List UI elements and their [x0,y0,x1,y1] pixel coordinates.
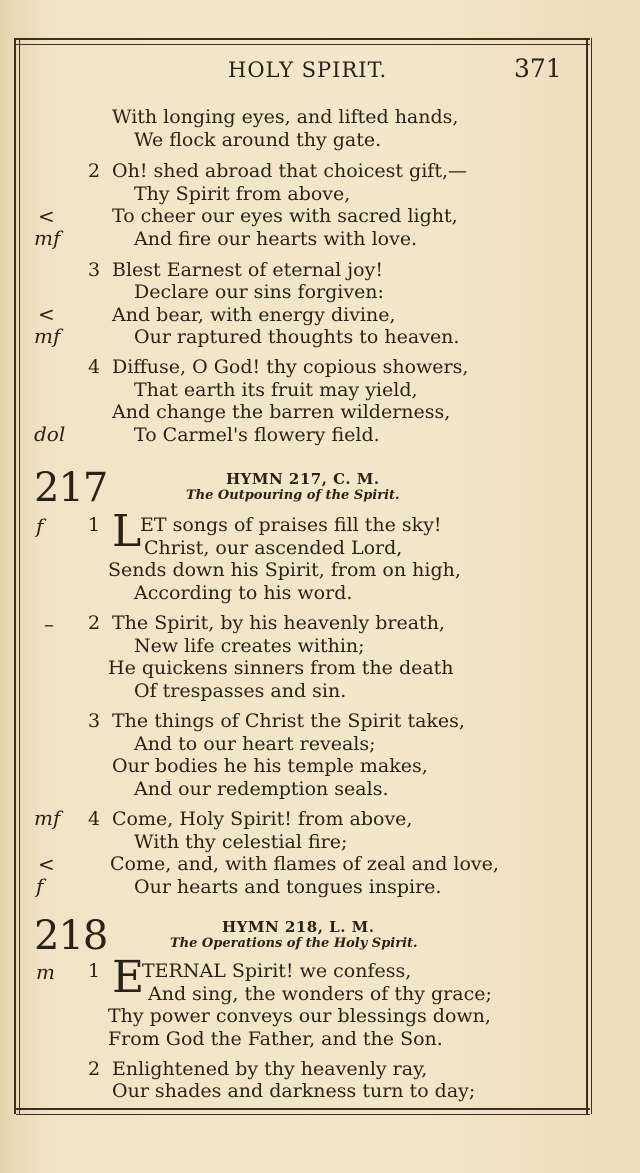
hymn-line: The Spirit, by his heavenly breath, [112,612,445,634]
hymn-line: Enlightened by thy heavenly ray, [112,1058,428,1080]
hymn-line: Thy Spirit from above, [134,183,351,205]
hymn-line: And change the barren wilderness, [112,401,451,423]
hymn-line: And sing, the wonders of thy grace; [148,983,492,1005]
hymn-line: With thy celestial fire; [134,831,348,853]
hymn-line: To cheer our eyes with sacred light, [112,205,458,227]
left-border-rule [14,38,20,1114]
crescendo-mark: < [38,204,55,228]
hymn-line: Oh! shed abroad that choicest gift,— [112,160,467,182]
verse-number: 4 [88,808,101,830]
hymn-line: And bear, with energy divine, [112,304,396,326]
verse-number: 1 [88,960,101,982]
hymn-line: And fire our hearts with love. [134,228,418,250]
hymn-line: Come, and, with flames of zeal and love, [110,853,499,875]
hymn-line: The things of Christ the Spirit takes, [112,710,465,732]
hymn-line: Come, Holy Spirit! from above, [112,808,413,830]
drop-capital: E [112,952,145,1003]
hymn-line: ET songs of praises fill the sky! [140,514,442,536]
bottom-border-rule [16,1108,590,1115]
hymn-line: Our hearts and tongues inspire. [134,876,442,898]
hymn-line: Thy power conveys our blessings down, [108,1005,491,1027]
hymn-line: Christ, our ascended Lord, [144,537,403,559]
verse-number: 2 [88,612,101,634]
hymn-line: Our shades and darkness turn to day; [112,1080,476,1102]
top-border-rule [16,38,590,45]
crescendo-mark: < [38,852,55,876]
hymn-line: New life creates within; [134,635,365,657]
hymn-line: He quickens sinners from the death [108,657,454,679]
dynamic-mark: dol [34,422,66,446]
hymn-line: Blest Earnest of eternal joy! [112,259,383,281]
drop-capital: L [112,506,142,557]
dynamic-mark: mf [34,324,61,348]
hymn-title: HYMN 218, L. M. [222,918,375,936]
page-number: 371 [514,54,562,83]
dynamic-mark: mf [34,226,61,250]
hymn-line: Of trespasses and sin. [134,680,347,702]
hymn-subtitle: The Outpouring of the Spirit. [186,488,400,503]
hymn-line: From God the Father, and the Son. [108,1028,443,1050]
dynamic-mark: f [36,514,44,538]
verse-number: 2 [88,1058,101,1080]
hymn-line: To Carmel's flowery field. [134,424,380,446]
hymn-line: We flock around thy gate. [134,129,382,151]
hymn-subtitle: The Operations of the Holy Spirit. [170,936,418,951]
hymn-line: And our redemption seals. [134,778,389,800]
hymn-line: Our raptured thoughts to heaven. [134,326,460,348]
hymn-line: With longing eyes, and lifted hands, [112,106,459,128]
hymn-line: Our bodies he his temple makes, [112,755,428,777]
hymn-line: That earth its fruit may yield, [134,379,418,401]
dynamic-mark: m [36,960,55,984]
crescendo-mark: < [38,302,55,326]
dynamic-mark: mf [34,806,61,830]
verse-number: 2 [88,160,101,182]
dynamic-mark: – [44,612,54,636]
hymn-number-large: 218 [34,913,108,959]
hymn-line: TERNAL Spirit! we confess, [142,960,412,982]
hymn-line: Sends down his Spirit, from on high, [108,559,461,581]
verse-number: 3 [88,259,101,281]
hymn-line: And to our heart reveals; [134,733,376,755]
hymn-title: HYMN 217, C. M. [226,470,380,488]
hymn-line: Diffuse, O God! thy copious showers, [112,356,469,378]
hymn-line: Declare our sins forgiven: [134,281,384,303]
verse-number: 1 [88,514,101,536]
right-border-rule [586,38,592,1114]
verse-number: 3 [88,710,101,732]
dynamic-mark: f [36,874,44,898]
hymn-line: According to his word. [134,582,353,604]
hymn-number-large: 217 [34,465,108,511]
verse-number: 4 [88,356,101,378]
running-header-title: HOLY SPIRIT. [228,58,388,82]
